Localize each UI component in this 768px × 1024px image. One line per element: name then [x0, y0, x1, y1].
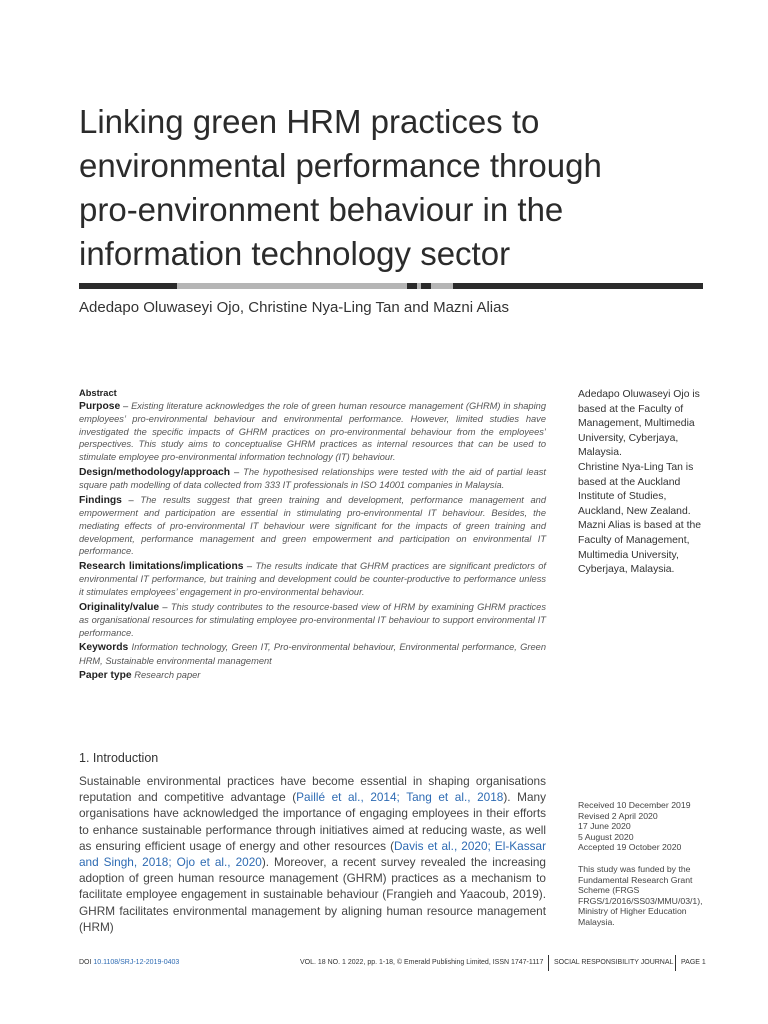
abstract-design: Design/methodology/approach – The hypothesised relationships were tested with the aid of partial least square path modelling of data collected from 333 IT professionals in ISO 14001 companies in Malaysia.	[79, 466, 546, 491]
page-number: PAGE 1	[681, 959, 706, 966]
volume-info: VOL. 18 NO. 1 2022, pp. 1-18, © Emerald Publishing Limited, ISSN 1747-1117	[300, 959, 544, 966]
citation-link[interactable]: Davis et al., 2020; El-Kassar and Singh, 2018; Ojo et al., 2020	[79, 838, 546, 870]
section-text: The results suggest that green training and development, performance management and empowerment and participation are essential in stimulating pro-environmental IT behaviour. Besides, the mediating effects of pro-environmental IT behaviour were significant for the impacts of green training and development, performance management and green empowerment and participation on environmental IT performance.	[79, 494, 546, 557]
section-text: Information technology, Green IT, Pro-environmental behaviour, Environmental performance, Green HRM, Sustainable environmental management	[79, 642, 546, 666]
title-line: information technology sector	[79, 235, 511, 272]
section-label: Findings	[79, 494, 122, 506]
affiliation: Christine Nya-Ling Tan is based at the Auckland Institute of Studies, Auckland, New Zealand.	[578, 461, 694, 517]
author-list: Adedapo Oluwaseyi Ojo, Christine Nya-Ling Tan and Mazni Alias	[79, 299, 509, 316]
section-text: This study contributes to the resource-based view of HRM by examining GHRM practices as organisational resources for stimulating employee pro-environmental IT behaviour to support environmental IT performance.	[79, 601, 546, 638]
article-title	[79, 100, 719, 276]
section-label: Paper type	[79, 670, 132, 682]
date-line: 17 June 2020	[578, 821, 631, 832]
section-label: Keywords	[79, 642, 129, 654]
footer-divider	[675, 955, 676, 971]
title-line: Linking green HRM practices to	[79, 103, 540, 140]
page-footer	[79, 955, 709, 971]
section-text: Research paper	[134, 670, 201, 681]
abstract-limitations: Research limitations/implications – The results indicate that GHRM practices are significant predictors of environmental IT performance, but training and development could be counter-productive to performance unless it stimulates employees’ engagement in pro-environmental behaviour.	[79, 560, 547, 597]
abstract-heading: Abstract	[79, 388, 117, 398]
rule-segment	[431, 283, 453, 289]
abstract-findings: Findings – The results suggest that green training and development, performance management and empowerment and participation are essential in stimulating pro-environmental IT behaviour. Besides, the mediating effects of pro-environmental IT behaviour were significant for the impacts of green training and development, performance management and green empowerment and participation on environmental IT performance.	[79, 494, 546, 557]
abstract	[79, 387, 546, 685]
section-heading: 1. Introduction	[79, 751, 159, 765]
rule-segment	[79, 283, 177, 289]
abstract-paper-type	[79, 669, 546, 683]
date-line: Revised 2 April 2020	[578, 810, 658, 821]
rule-segment	[407, 283, 417, 289]
rule-segment	[421, 283, 431, 289]
introduction-text: Sustainable environmental practices have become essential in shaping organisations reputation and competitive advantage (Paillé et al., 2014; Tang et al., 2018). Many organisations have acknowledged the importance of engaging employees in their efforts to enhance sustainable performance through initiatives aimed at reducing waste, as well as ensuring efficient usage of energy and other resources (Davis et al., 2020; El-Kassar and Singh, 2018; Ojo et al., 2020). Moreover, a recent survey revealed the increasing adoption of green human resource management (GHRM) practices as a mechanism to facilitate employee engagement in sustainable behaviour (Frangieh and Yaacoub, 2019). GHRM facilitates environmental management by aligning human resource management (HRM)	[79, 774, 546, 934]
funding-note: This study was funded by the Fundamental Research Grant Scheme (FRGS FRGS/1/2016/SS03/MMU/03/1), Ministry of Higher Education Malaysia.	[578, 864, 703, 927]
abstract-originality: Originality/value – This study contributes to the resource-based view of HRM by examining GHRM practices as organisational resources for stimulating employee pro-environmental IT behaviour to support environmental IT performance.	[79, 601, 546, 638]
footer-divider	[548, 955, 549, 971]
journal-name: SOCIAL RESPONSIBILITY JOURNAL	[554, 959, 674, 966]
rule-segment	[453, 283, 703, 289]
abstract-purpose: Purpose – Existing literature acknowledges the role of green human resource management (GHRM) in shaping employees’ pro-environmental behaviour and environmental performance. However, limited studies have investigated the specific impacts of GHRM practices on pro-environmental behaviour from the employees’ perspectives. This study aims to conceptualise GHRM practices as internal resources that can be used to stimulate employee pro-environmental information technology (IT) behaviour.	[79, 400, 546, 462]
title-line: pro-environment behaviour in the	[79, 191, 564, 228]
section-label: Research limitations/implications	[79, 560, 244, 572]
section-text: Existing literature acknowledges the role of green human resource management (GHRM) in shaping employees’ pro-environmental behaviour and environmental performance. However, limited studies have investigated the specific impacts of GHRM practices on pro-environmental behaviour from the employees’ perspectives. This study aims to conceptualise GHRM practices as internal resources that can be used to stimulate employee pro-environmental information technology (IT) behaviour.	[79, 400, 546, 462]
date-line: Received 10 December 2019	[578, 800, 691, 810]
affiliation: Adedapo Oluwaseyi Ojo is based at the Faculty of Management, Multimedia University, Cyberjaya, Malaysia.	[578, 389, 700, 459]
section-text: The hypothesised relationships were tested with the aid of partial least square path modelling of data collected from 333 IT professionals in ISO 14001 companies in Malaysia.	[79, 466, 546, 491]
section-label: Purpose	[79, 400, 121, 412]
received-dates	[578, 800, 713, 853]
citation-link[interactable]: Paillé et al., 2014; Tang et al., 2018	[296, 790, 504, 805]
author-affiliations	[578, 388, 708, 578]
doi: DOI 10.1108/SRJ-12-2019-0403	[79, 959, 180, 966]
section-text: The results indicate that GHRM practices are significant predictors of environmental IT performance, but training and development could be counter-productive to performance unless it stimulates employees’ engagement in pro-environmental behaviour.	[79, 560, 547, 597]
title-line: environmental performance through	[79, 147, 602, 184]
abstract-keywords	[79, 641, 546, 667]
date-line: 5 August 2020	[578, 831, 634, 842]
affiliation: Mazni Alias is based at the Faculty of Management, Multimedia University, Cyberjaya, Malaysia.	[578, 520, 702, 576]
doi-link[interactable]: 10.1108/SRJ-12-2019-0403	[93, 959, 180, 966]
section-label: Design/methodology/approach	[79, 466, 231, 478]
title-rule	[79, 283, 703, 289]
section-label: Originality/value	[79, 601, 160, 613]
rule-segment	[177, 283, 407, 289]
date-line: Accepted 19 October 2020	[578, 842, 682, 853]
